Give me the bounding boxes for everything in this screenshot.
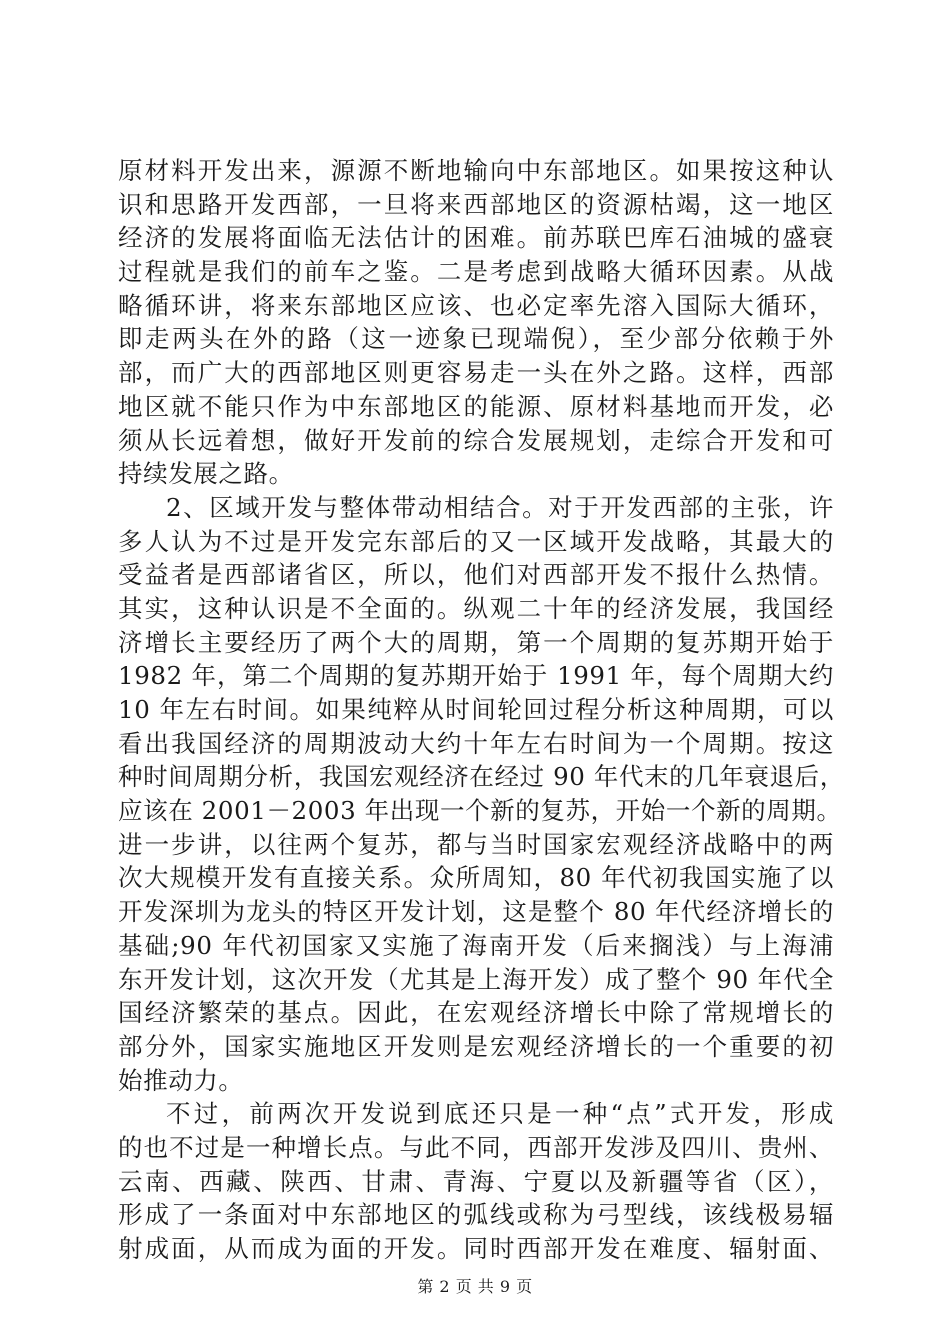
- page-footer: 第 2 页 共 9 页: [417, 1277, 533, 1296]
- text-line: 2、区域开发与整体带动相结合。对于开发西部的主张，许: [166, 492, 834, 522]
- text-line: 国经济繁荣的基点。因此，在宏观经济增长中除了常规增长的: [118, 998, 834, 1028]
- text-line: 基础;90 年代初国家又实施了海南开发（后来搁浅）与上海浦: [118, 930, 834, 960]
- text-line: 其实，这种认识是不全面的。纵观二十年的经济发展，我国经: [118, 593, 834, 623]
- text-line: 济增长主要经历了两个大的周期，第一个周期的复苏期开始于: [118, 627, 834, 657]
- text-line: 云南、西藏、陕西、甘肃、青海、宁夏以及新疆等省（区），: [118, 1166, 834, 1196]
- text-line: 持续发展之路。: [118, 459, 294, 489]
- text-line: 经济的发展将面临无法估计的困难。前苏联巴库石油城的盛衰: [118, 223, 834, 253]
- text-line: 须从长远着想，做好开发前的综合发展规划，走综合开发和可: [118, 425, 834, 455]
- text-line: 射成面，从而成为面的开发。同时西部开发在难度、辐射面、: [118, 1234, 834, 1263]
- text-line: 开发深圳为龙头的特区开发计划，这是整个 80 年代经济增长的: [118, 897, 834, 927]
- text-line: 进一步讲，以往两个复苏，都与当时国家宏观经济战略中的两: [118, 829, 834, 859]
- text-line: 略循环讲，将来东部地区应该、也必定率先溶入国际大循环，: [118, 290, 834, 320]
- text-line: 过程就是我们的前车之鉴。二是考虑到战略大循环因素。从战: [118, 257, 834, 287]
- text-line: 多人认为不过是开发完东部后的又一区域开发战略，其最大的: [118, 526, 834, 556]
- text-line: 识和思路开发西部，一旦将来西部地区的资源枯竭，这一地区: [118, 189, 834, 219]
- text-line: 地区就不能只作为中东部地区的能源、原材料基地而开发，必: [118, 391, 834, 421]
- text-line: 10 年左右时间。如果纯粹从时间轮回过程分析这种周期，可以: [118, 695, 834, 724]
- text-line: 1982 年，第二个周期的复苏期开始于 1991 年，每个周期大约: [118, 661, 834, 691]
- text-line: 部，而广大的西部地区则更容易走一头在外之路。这样，西部: [118, 358, 834, 388]
- text-line: 应该在 2001－2003 年出现一个新的复苏，开始一个新的周期。: [118, 796, 842, 826]
- text-line: 东开发计划，这次开发（尤其是上海开发）成了整个 90 年代全: [118, 964, 834, 994]
- text-line: 种时间周期分析，我国宏观经济在经过 90 年代末的几年衰退后，: [118, 762, 845, 792]
- text-line: 即走两头在外的路（这一迹象已现端倪），至少部分依赖于外: [118, 324, 834, 354]
- text-line: 部分外，国家实施地区开发则是宏观经济增长的一个重要的初: [118, 1031, 834, 1061]
- text-line: 的也不过是一种增长点。与此不同，西部开发涉及四川、贵州、: [118, 1132, 834, 1162]
- text-line: 不过，前两次开发说到底还只是一种“点”式开发，形成: [166, 1099, 834, 1129]
- text-line: 原材料开发出来，源源不断地输向中东部地区。如果按这种认: [118, 156, 834, 185]
- body-text: [118, 154, 845, 1266]
- text-line: 次大规模开发有直接关系。众所周知，80 年代初我国实施了以: [118, 863, 834, 893]
- text-line: 形成了一条面对中东部地区的弧线或称为弓型线，该线极易辐: [118, 1200, 834, 1230]
- text-line: 受益者是西部诸省区，所以，他们对西部开发不报什么热情。: [118, 560, 834, 590]
- text-line: 始推动力。: [118, 1065, 244, 1095]
- text-line: 看出我国经济的周期波动大约十年左右时间为一个周期。按这: [118, 728, 834, 758]
